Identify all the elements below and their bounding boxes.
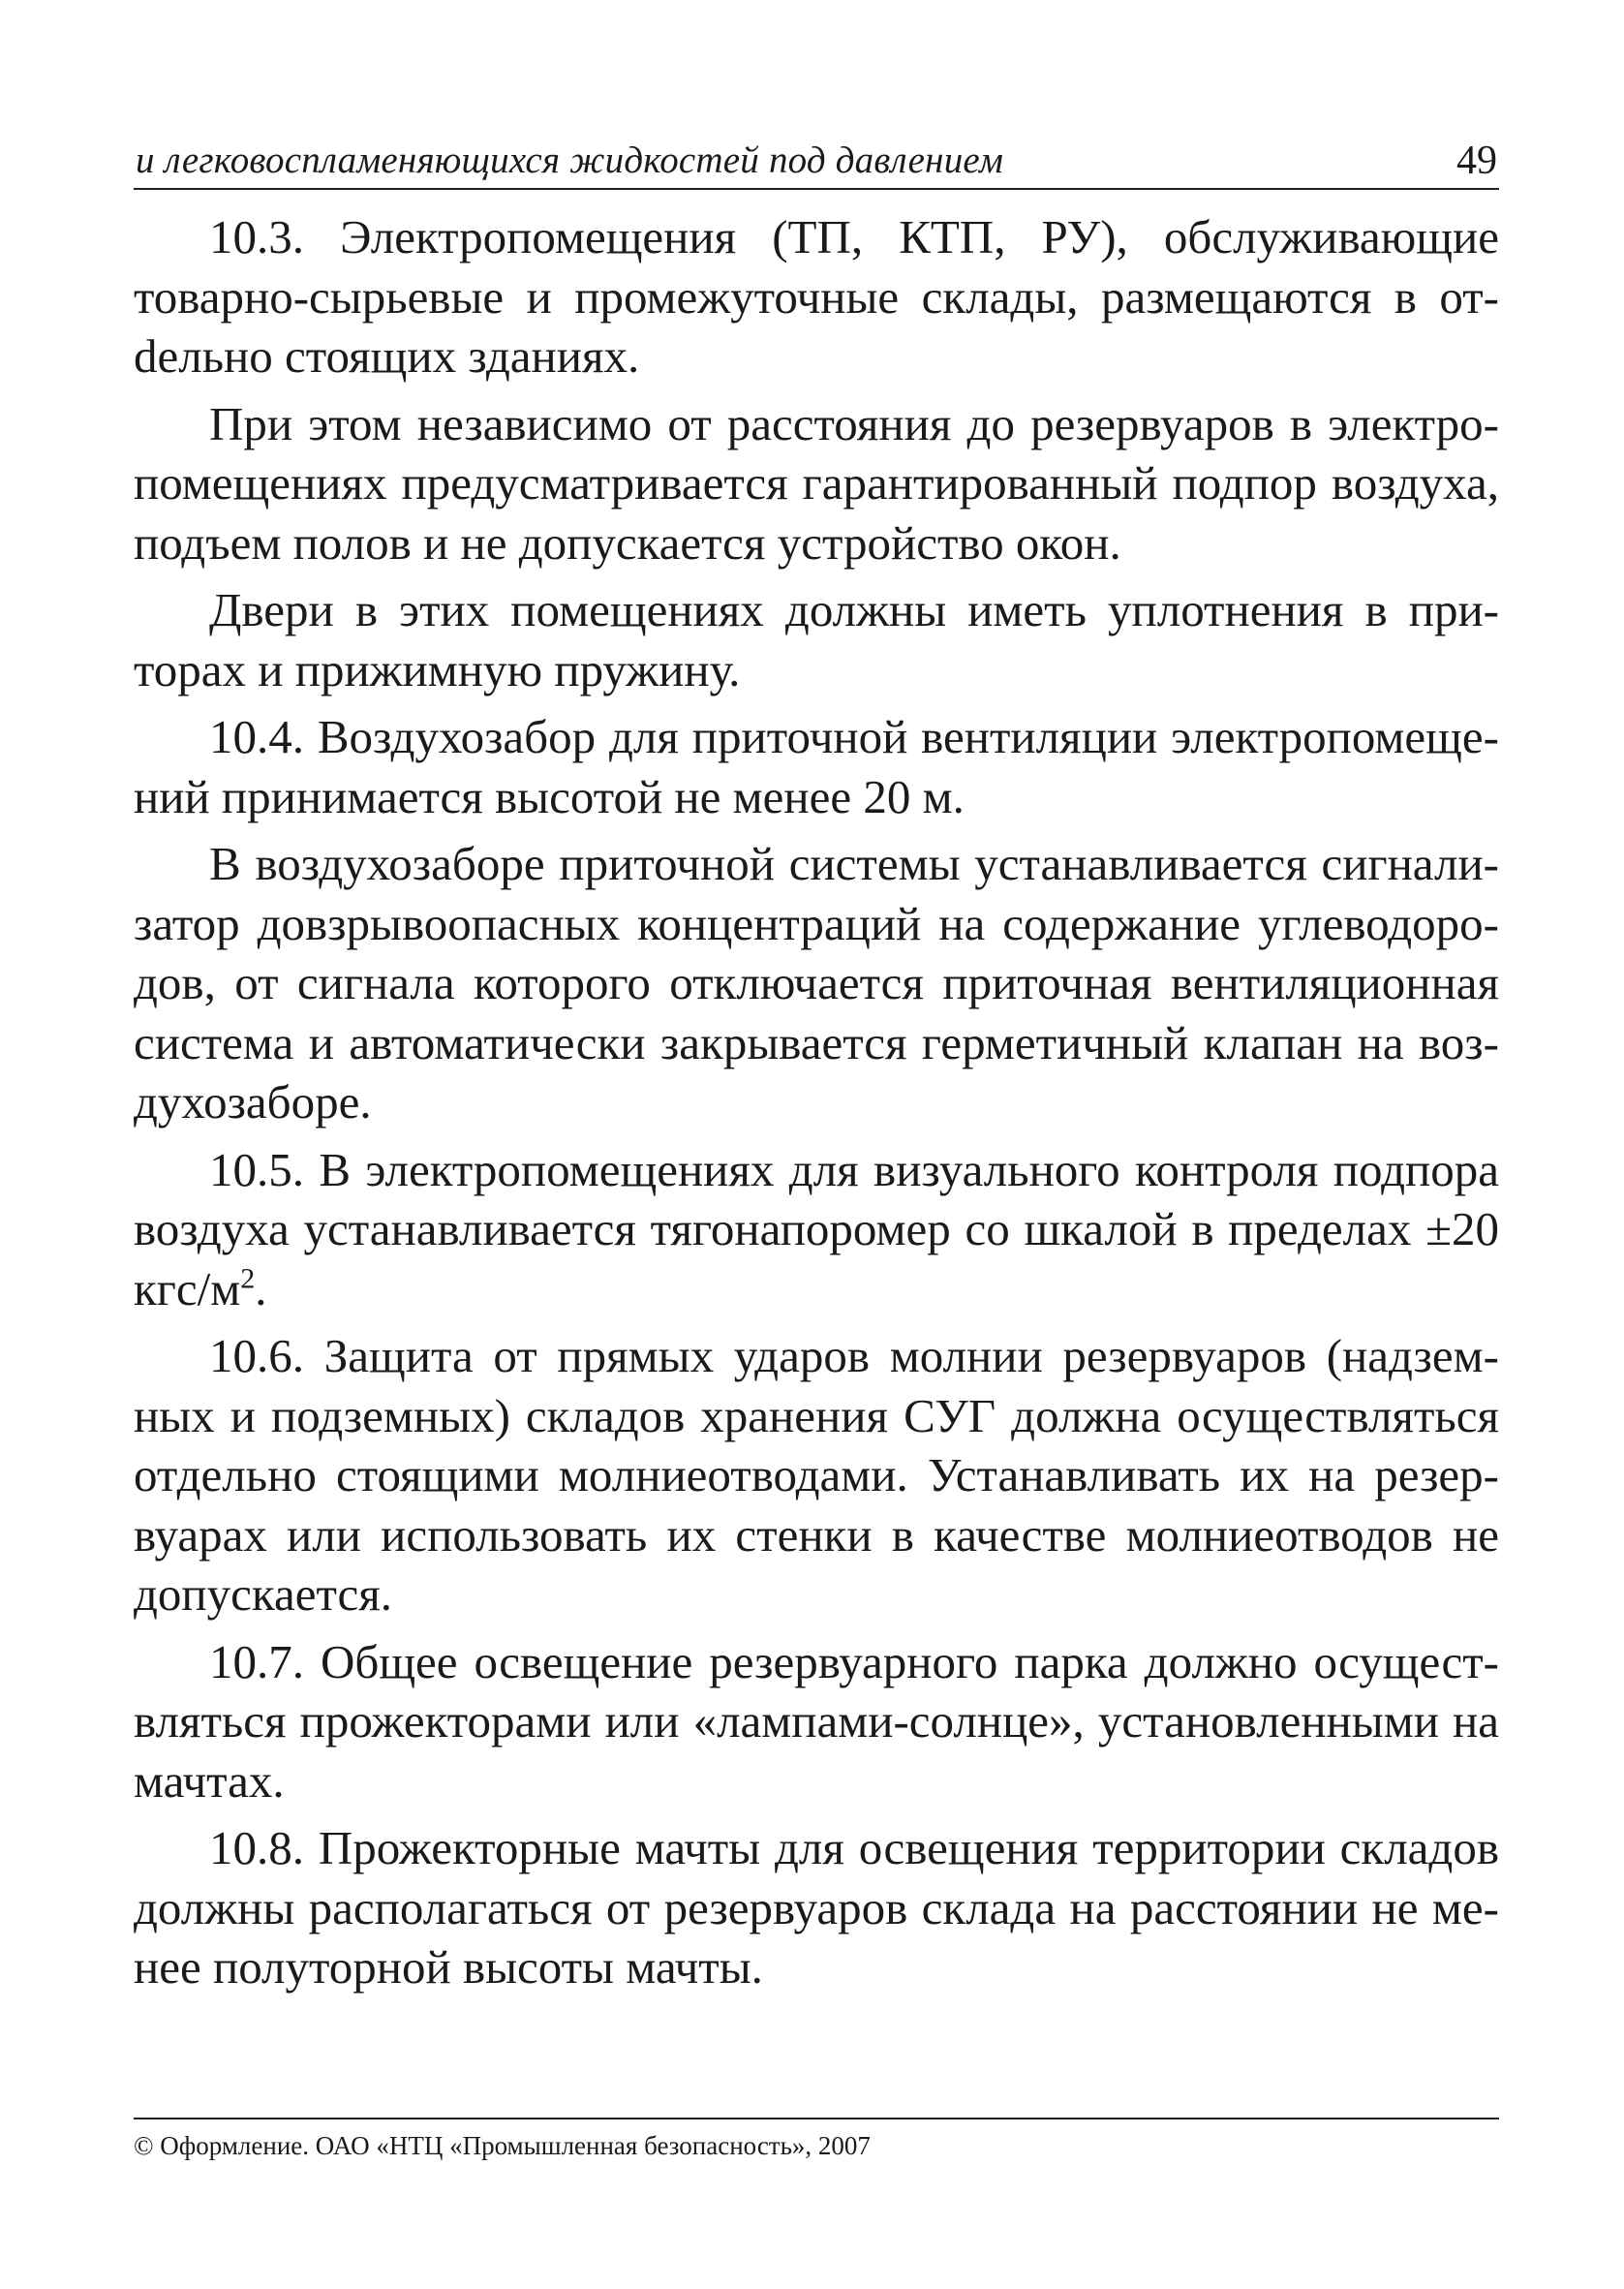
- page-number: 49: [1456, 139, 1497, 183]
- paragraph-10-4: 10.4. Воздухозабор для приточной вентиляции электропомещений принимается высотой не менее 20 м.: [134, 710, 1499, 823]
- paragraph-10-5-tail: .: [255, 1261, 267, 1315]
- paragraph-10-7: 10.7. Общее освещение резервуарного парка должно осуществляться прожекторами или «лампами-солнце», установленными на мачтах.: [134, 1634, 1499, 1808]
- paragraph-10-5: [134, 1140, 1499, 1319]
- paragraph-10-6: 10.6. Защита от прямых ударов молнии резервуаров (надземных и подземных) складов хранения СУГ должна осуществляться отдельно стоящими молниеотводами. Устанавливать их на резервуарах или использовать их стенки в качестве молниеотводов не допускается.: [134, 1329, 1499, 1621]
- running-header: [134, 134, 1499, 190]
- paragraph-doors: Двери в этих помещениях должны иметь уплотнения в приторах и прижимную пружину.: [134, 583, 1499, 696]
- superscript-2: 2: [240, 1262, 256, 1295]
- paragraph-10-8: 10.8. Прожекторные мачты для освещения территории складов должны располагаться от резервуаров склада на расстоянии не менее полуторной высоты мачты.: [134, 1821, 1499, 1994]
- paragraph-10-3: 10.3. Электропомещения (ТП, КТП, РУ), обслуживающие товарно-сырьевые и промежуточные склады, размещаются в отdельно стоящих зданиях.: [134, 210, 1499, 383]
- running-title: и легковоспламеняющихся жидкостей под давлением: [136, 139, 1004, 181]
- paragraph-gas-detector: В воздухозаборе приточной системы устанавливается сигнализатор довзрывоопасных концентраций на содержание углеводородов, от сигнала которого отключается приточная вентиляционная система и автоматически закрывается герметичный клапан на воздухозаборе.: [134, 837, 1499, 1129]
- footer: [134, 2118, 1499, 2161]
- paragraph-air-pressure: При этом независимо от расстояния до резервуаров в электропомещениях предусматривается гарантированный подпор воздуха, подъем полов и не допускается устройство окон.: [134, 396, 1499, 570]
- paragraph-10-5-text: 10.5. В электропомещениях для визуального контроля подпора воздуха устанавливается тягонапоромер со шкалой в пределах ±20 кгс/м: [134, 1142, 1499, 1315]
- body-text: [134, 207, 1499, 2005]
- copyright-notice: © Оформление. ОАО «НТЦ «Промышленная безопасность», 2007: [134, 2131, 871, 2160]
